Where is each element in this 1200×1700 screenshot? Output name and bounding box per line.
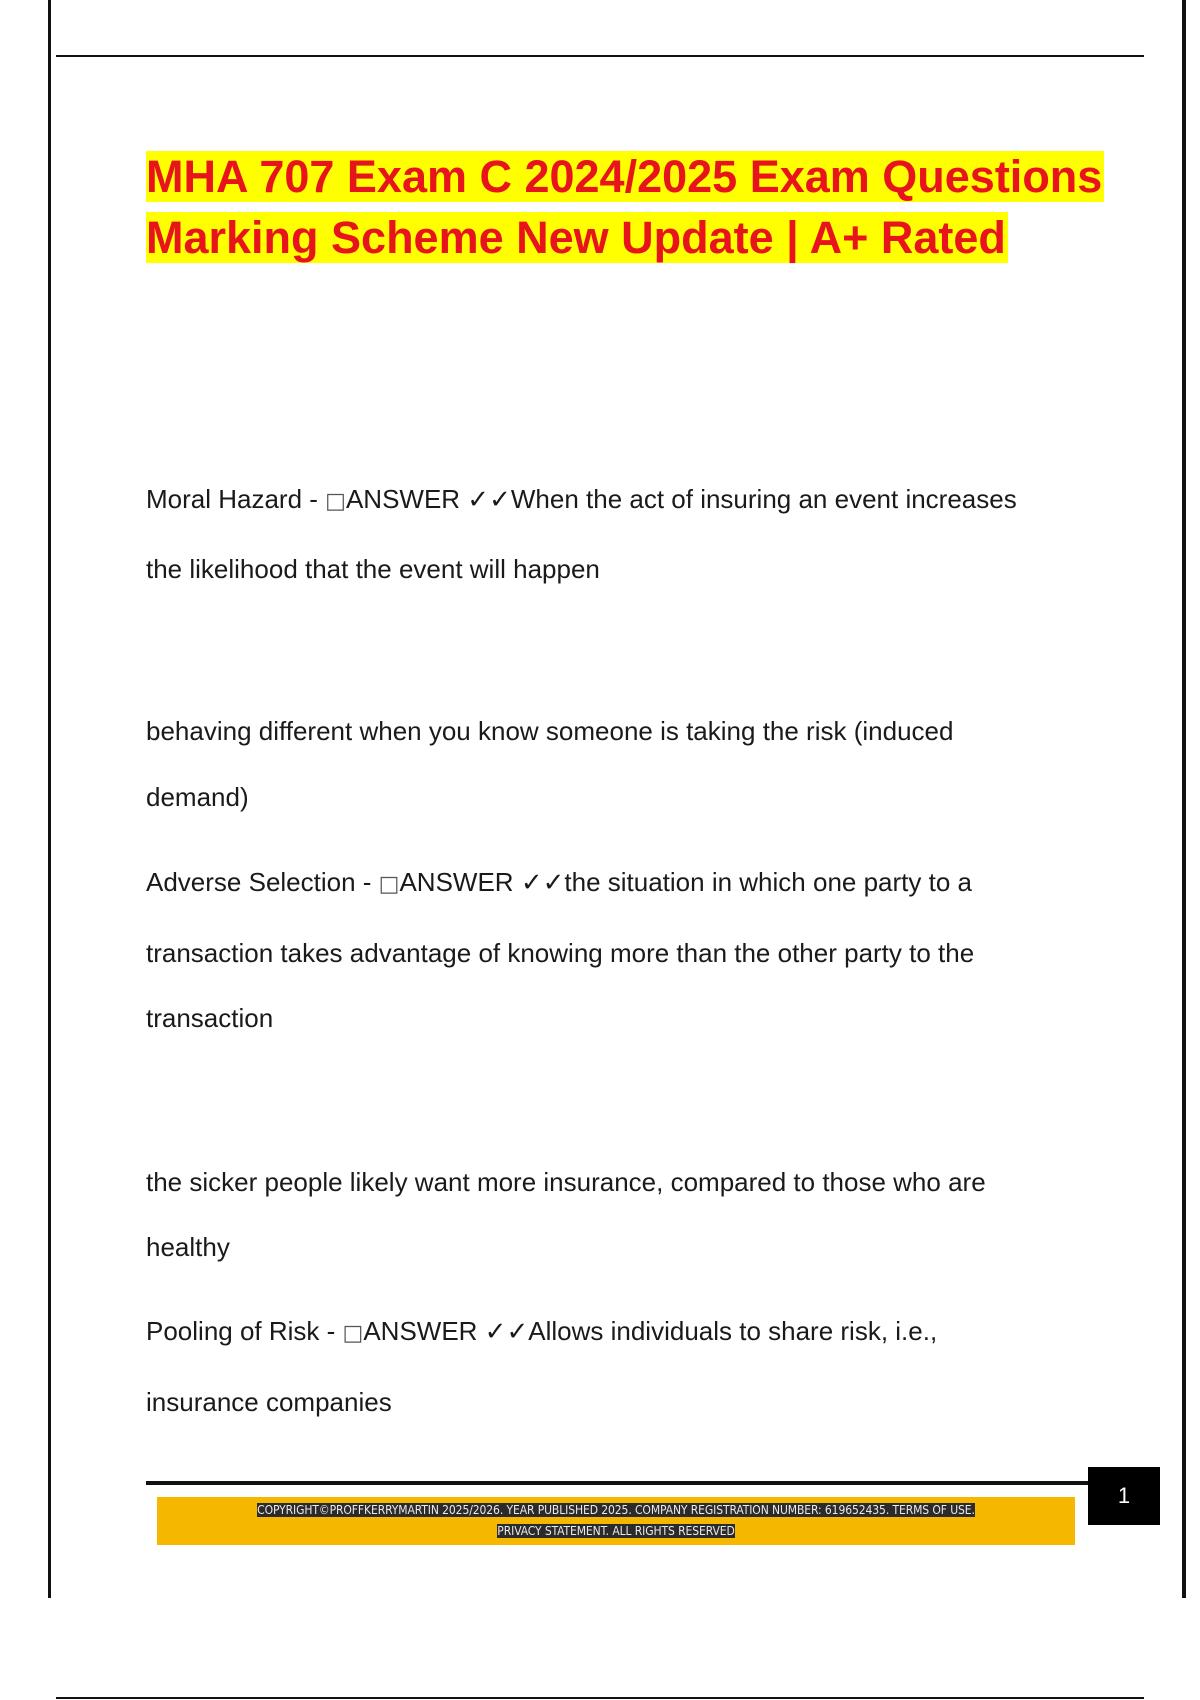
answer-label: ANSWER	[363, 1316, 485, 1346]
entry-moral-hazard-line1	[146, 484, 1106, 517]
note-induced-demand-line2: demand)	[146, 782, 249, 812]
double-check-icon: ✓✓	[484, 1317, 529, 1347]
answer-text: Allows individuals to share risk, i.e.,	[528, 1316, 938, 1346]
document-title-text: MHA 707 Exam C 2024/2025 Exam Questions Marking Scheme New Update | A+ Rated	[146, 151, 1103, 263]
double-check-icon: ✓✓	[520, 868, 565, 898]
entry-adverse-selection-line1	[146, 867, 1106, 900]
page-border-left	[48, 0, 51, 1598]
copyright-line1: COPYRIGHT©PROFFKERRYMARTIN 2025/2026. YEAR PUBLISHED 2025. COMPANY REGISTRATION NUMBER: 619652435. TERMS OF USE.	[257, 1503, 975, 1517]
entry-moral-hazard-line2: the likelihood that the event will happen	[146, 554, 600, 584]
checkbox-icon: □	[342, 1321, 364, 1346]
document-title	[146, 146, 1106, 268]
header-rule	[56, 55, 1144, 57]
note-sicker-people-line1: the sicker people likely want more insurance, compared to those who are	[146, 1167, 986, 1197]
note-induced-demand-line1: behaving different when you know someone is taking the risk (induced	[146, 716, 954, 746]
entry-pooling-of-risk-line1	[146, 1316, 1106, 1349]
copyright-line2: PRIVACY STATEMENT. ALL RIGHTS RESERVED	[497, 1524, 735, 1538]
next-page-header-rule	[56, 1697, 1144, 1699]
entry-adverse-selection-line2: transaction takes advantage of knowing more than the other party to the	[146, 938, 975, 968]
answer-text: the situation in which one party to a	[564, 867, 972, 897]
entry-adverse-selection-line3: transaction	[146, 1003, 274, 1033]
double-check-icon: ✓✓	[467, 485, 511, 515]
entry-pooling-of-risk-line2: insurance companies	[146, 1387, 392, 1417]
answer-text: When the act of insuring an event increases	[510, 484, 1017, 514]
copyright-notice	[166, 1500, 1066, 1542]
term-moral-hazard: Moral Hazard -	[146, 484, 326, 514]
footer-rule	[146, 1481, 1088, 1485]
checkbox-icon: □	[378, 872, 400, 897]
term-adverse-selection: Adverse Selection -	[146, 867, 379, 897]
checkbox-icon: □	[325, 489, 346, 514]
note-sicker-people-line2: healthy	[146, 1232, 230, 1262]
answer-label: ANSWER	[399, 867, 521, 897]
page-number: 1	[1088, 1467, 1160, 1525]
answer-label: ANSWER	[345, 484, 468, 514]
page-border-right	[1182, 0, 1186, 1598]
term-pooling-of-risk: Pooling of Risk -	[146, 1316, 343, 1346]
